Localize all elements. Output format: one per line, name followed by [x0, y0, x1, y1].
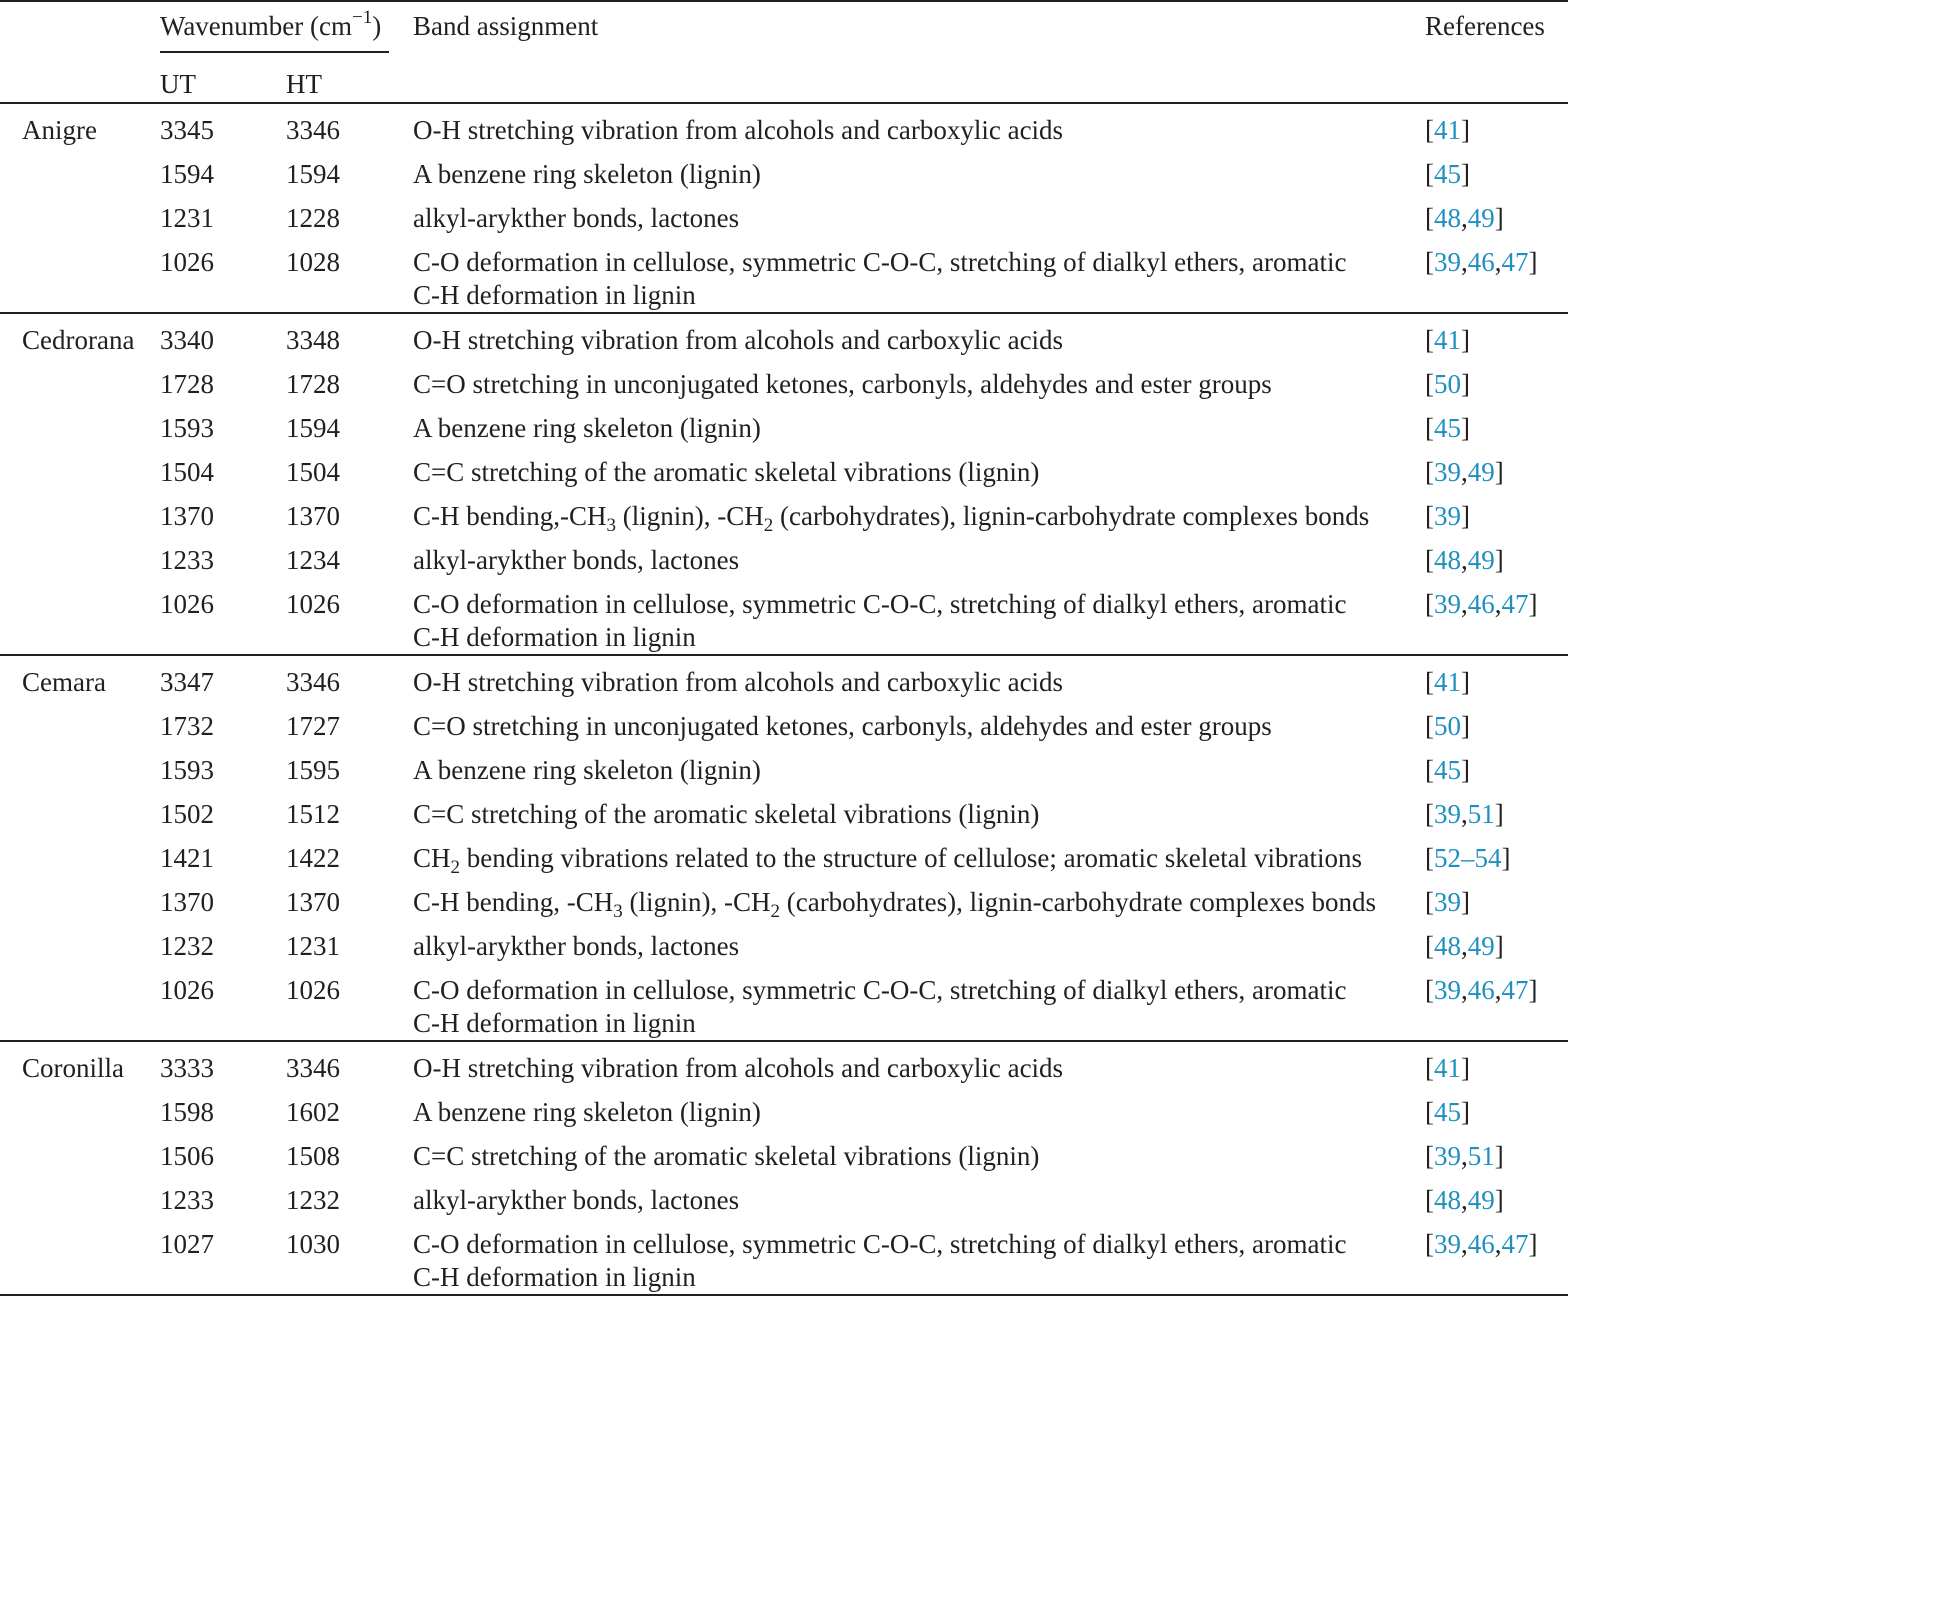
band-assignment: C-O deformation in cellulose, symmetric C-O-C, stretching of dialkyl ethers, aromatic — [413, 1229, 1347, 1259]
band-assignment: A benzene ring skeleton (lignin) — [413, 755, 761, 785]
band-text: bending vibrations related to the structure of cellulose; aromatic skeletal vibrations — [460, 843, 1362, 873]
ut-value: 1598 — [160, 1097, 214, 1127]
ht-value: 1602 — [286, 1097, 340, 1127]
ht-value: 1026 — [286, 589, 340, 619]
references-cell: [39,46,47] — [1425, 1229, 1538, 1259]
species-name: Coronilla — [22, 1053, 124, 1083]
ut-value: 1026 — [160, 589, 214, 619]
band-assignment-continued: C-H deformation in lignin — [413, 622, 696, 652]
ut-value: 1370 — [160, 501, 214, 531]
ht-value: 1232 — [286, 1185, 340, 1215]
ut-value: 1593 — [160, 755, 214, 785]
reference-link[interactable]: 39 — [1434, 457, 1461, 487]
header-band-assignment: Band assignment — [413, 11, 599, 41]
band-assignment: C-O deformation in cellulose, symmetric C-O-C, stretching of dialkyl ethers, aromatic — [413, 247, 1347, 277]
reference-link[interactable]: 47 — [1501, 1229, 1529, 1259]
header-ut: UT — [160, 69, 196, 99]
reference-link[interactable]: 49 — [1467, 545, 1495, 575]
band-assignment: C=C stretching of the aromatic skeletal vibrations (lignin) — [413, 457, 1040, 487]
ut-value: 1732 — [160, 711, 214, 741]
reference-link[interactable]: 39 — [1434, 589, 1461, 619]
references-cell: [39,46,47] — [1425, 975, 1538, 1005]
reference-link[interactable]: 45 — [1434, 413, 1461, 443]
ht-value: 1728 — [286, 369, 340, 399]
band-assignment: O-H stretching vibration from alcohols and carboxylic acids — [413, 115, 1064, 145]
references-cell: [41] — [1425, 115, 1470, 145]
reference-link[interactable]: 41 — [1434, 115, 1461, 145]
ut-value: 1594 — [160, 159, 214, 189]
band-assignment: C-O deformation in cellulose, symmetric C-O-C, stretching of dialkyl ethers, aromatic — [413, 589, 1347, 619]
references-cell: [39,49] — [1425, 457, 1504, 487]
ht-value: 1594 — [286, 413, 340, 443]
band-assignment: O-H stretching vibration from alcohols and carboxylic acids — [413, 325, 1064, 355]
references-cell: [39] — [1425, 887, 1470, 917]
reference-link[interactable]: 47 — [1501, 975, 1529, 1005]
reference-link[interactable]: 51 — [1467, 799, 1495, 829]
references-cell: [48,49] — [1425, 203, 1504, 233]
references-cell: [52–54] — [1425, 843, 1511, 873]
ut-value: 1027 — [160, 1229, 214, 1259]
reference-link[interactable]: 45 — [1434, 755, 1461, 785]
ht-value: 1231 — [286, 931, 340, 961]
references-cell: [39,51] — [1425, 1141, 1504, 1171]
reference-link[interactable]: 41 — [1434, 1053, 1461, 1083]
reference-link[interactable]: 41 — [1434, 325, 1461, 355]
reference-link[interactable]: 39 — [1434, 1141, 1461, 1171]
ut-value: 3347 — [160, 667, 214, 697]
reference-link[interactable]: 39 — [1434, 247, 1461, 277]
band-assignment: C=O stretching in unconjugated ketones, carbonyls, aldehydes and ester groups — [413, 369, 1272, 399]
band-assignment: alkyl-arykther bonds, lactones — [413, 931, 740, 961]
references-cell: [39,51] — [1425, 799, 1504, 829]
reference-link[interactable]: 39 — [1434, 887, 1461, 917]
references-cell: [39,46,47] — [1425, 247, 1538, 277]
ut-value: 1026 — [160, 247, 214, 277]
band-text: CH — [413, 843, 451, 873]
ht-value: 3348 — [286, 325, 340, 355]
band-assignment — [413, 886, 1377, 922]
reference-link[interactable]: 49 — [1467, 457, 1495, 487]
ht-value: 1504 — [286, 457, 340, 487]
references-cell: [39,46,47] — [1425, 589, 1538, 619]
band-assignment: C=C stretching of the aromatic skeletal vibrations (lignin) — [413, 799, 1040, 829]
reference-link[interactable]: 52–54 — [1434, 843, 1502, 873]
band-assignment-continued: C-H deformation in lignin — [413, 1262, 696, 1292]
references-cell: [48,49] — [1425, 545, 1504, 575]
ut-value: 1421 — [160, 843, 214, 873]
band-assignment: alkyl-arykther bonds, lactones — [413, 203, 740, 233]
species-name: Cemara — [22, 667, 106, 697]
references-cell: [41] — [1425, 325, 1470, 355]
species-name: Anigre — [22, 115, 97, 145]
reference-link[interactable]: 47 — [1501, 589, 1529, 619]
ut-value: 1233 — [160, 545, 214, 575]
references-cell: [50] — [1425, 369, 1470, 399]
ht-value: 1234 — [286, 545, 340, 575]
reference-link[interactable]: 46 — [1467, 247, 1495, 277]
band-assignment: A benzene ring skeleton (lignin) — [413, 159, 761, 189]
reference-link[interactable]: 48 — [1434, 545, 1461, 575]
reference-link[interactable]: 41 — [1434, 667, 1461, 697]
reference-link[interactable]: 39 — [1434, 799, 1461, 829]
ut-value: 1233 — [160, 1185, 214, 1215]
group-separator-rule — [0, 1040, 1568, 1042]
band-assignment: O-H stretching vibration from alcohols and carboxylic acids — [413, 1053, 1064, 1083]
ht-value: 1370 — [286, 501, 340, 531]
references-cell: [45] — [1425, 413, 1470, 443]
reference-link[interactable]: 49 — [1467, 203, 1495, 233]
references-cell: [48,49] — [1425, 931, 1504, 961]
ht-value: 1228 — [286, 203, 340, 233]
band-assignment: C=O stretching in unconjugated ketones, carbonyls, aldehydes and ester groups — [413, 711, 1272, 741]
references-cell: [39] — [1425, 501, 1470, 531]
wavenumber-underline — [160, 51, 389, 53]
subscript: 2 — [770, 901, 780, 922]
ht-value: 1727 — [286, 711, 340, 741]
band-assignment — [413, 842, 1362, 878]
ut-value: 1370 — [160, 887, 214, 917]
band-assignment: alkyl-arykther bonds, lactones — [413, 545, 740, 575]
ut-value: 3340 — [160, 325, 214, 355]
reference-link[interactable]: 46 — [1467, 975, 1495, 1005]
ht-value: 3346 — [286, 115, 340, 145]
band-assignment: O-H stretching vibration from alcohols and carboxylic acids — [413, 667, 1064, 697]
ht-value: 1512 — [286, 799, 340, 829]
ht-value: 1508 — [286, 1141, 340, 1171]
band-assignment — [413, 500, 1370, 536]
band-assignment: alkyl-arykther bonds, lactones — [413, 1185, 740, 1215]
band-text: (carbohydrates), lignin-carbohydrate complexes bonds — [779, 887, 1377, 917]
header-ht: HT — [286, 69, 322, 99]
references-cell: [41] — [1425, 667, 1470, 697]
references-cell: [41] — [1425, 1053, 1470, 1083]
subscript: 2 — [450, 857, 461, 878]
reference-link[interactable]: 51 — [1467, 1141, 1495, 1171]
ht-value: 3346 — [286, 1053, 340, 1083]
band-assignment: A benzene ring skeleton (lignin) — [413, 1097, 761, 1127]
band-assignment: C=C stretching of the aromatic skeletal vibrations (lignin) — [413, 1141, 1040, 1171]
reference-link[interactable]: 45 — [1434, 1097, 1461, 1127]
ut-value: 1232 — [160, 931, 214, 961]
ut-value: 1026 — [160, 975, 214, 1005]
ht-value: 1028 — [286, 247, 340, 277]
band-text: C-H bending, -CH — [413, 887, 614, 917]
reference-link[interactable]: 50 — [1434, 711, 1461, 741]
reference-link[interactable]: 47 — [1501, 247, 1529, 277]
references-cell: [50] — [1425, 711, 1470, 741]
ut-value: 1728 — [160, 369, 214, 399]
ut-value: 1231 — [160, 203, 214, 233]
ut-value: 1593 — [160, 413, 214, 443]
ut-value: 1506 — [160, 1141, 214, 1171]
reference-link[interactable]: 39 — [1434, 501, 1461, 531]
ht-value: 1594 — [286, 159, 340, 189]
reference-link[interactable]: 39 — [1434, 1229, 1461, 1259]
table-top-rule — [0, 0, 1568, 2]
references-cell: [45] — [1425, 1097, 1470, 1127]
group-separator-rule — [0, 654, 1568, 656]
ut-value: 1502 — [160, 799, 214, 829]
reference-link[interactable]: 48 — [1434, 203, 1461, 233]
reference-link[interactable]: 39 — [1434, 975, 1461, 1005]
reference-link[interactable]: 46 — [1467, 1229, 1495, 1259]
group-separator-rule — [0, 312, 1568, 314]
ht-value: 1030 — [286, 1229, 340, 1259]
band-text: (lignin), -CH — [615, 501, 764, 531]
band-assignment: A benzene ring skeleton (lignin) — [413, 413, 761, 443]
band-assignment: C-O deformation in cellulose, symmetric C-O-C, stretching of dialkyl ethers, aromatic — [413, 975, 1347, 1005]
references-cell: [45] — [1425, 755, 1470, 785]
reference-link[interactable]: 49 — [1467, 931, 1495, 961]
ut-value: 3345 — [160, 115, 214, 145]
reference-link[interactable]: 48 — [1434, 1185, 1461, 1215]
ut-value: 1504 — [160, 457, 214, 487]
header-bottom-rule — [0, 102, 1568, 104]
header-wavenumber: Wavenumber $(cm^{-1})$ — [160, 7, 382, 41]
reference-link[interactable]: 50 — [1434, 369, 1461, 399]
subscript: 3 — [613, 901, 623, 922]
references-cell: [48,49] — [1425, 1185, 1504, 1215]
subscript: 3 — [606, 515, 616, 536]
ht-value: 1026 — [286, 975, 340, 1005]
reference-link[interactable]: 49 — [1467, 1185, 1495, 1215]
reference-link[interactable]: 46 — [1467, 589, 1495, 619]
ht-value: 1422 — [286, 843, 340, 873]
band-text: (carbohydrates), lignin-carbohydrate complexes bonds — [773, 501, 1370, 531]
ut-value: 3333 — [160, 1053, 214, 1083]
reference-link[interactable]: 45 — [1434, 159, 1461, 189]
ht-value: 1370 — [286, 887, 340, 917]
band-text: C-H bending,-CH — [413, 501, 607, 531]
ht-value: 1595 — [286, 755, 340, 785]
table-bottom-rule — [0, 1294, 1568, 1296]
band-assignment-continued: C-H deformation in lignin — [413, 1008, 696, 1038]
subscript: 2 — [763, 515, 774, 536]
species-name: Cedrorana — [22, 325, 135, 355]
header-references: References — [1425, 11, 1545, 41]
band-assignment-continued: C-H deformation in lignin — [413, 280, 696, 310]
reference-link[interactable]: 48 — [1434, 931, 1461, 961]
ht-value: 3346 — [286, 667, 340, 697]
references-cell: [45] — [1425, 159, 1470, 189]
band-text: (lignin), -CH — [622, 887, 771, 917]
